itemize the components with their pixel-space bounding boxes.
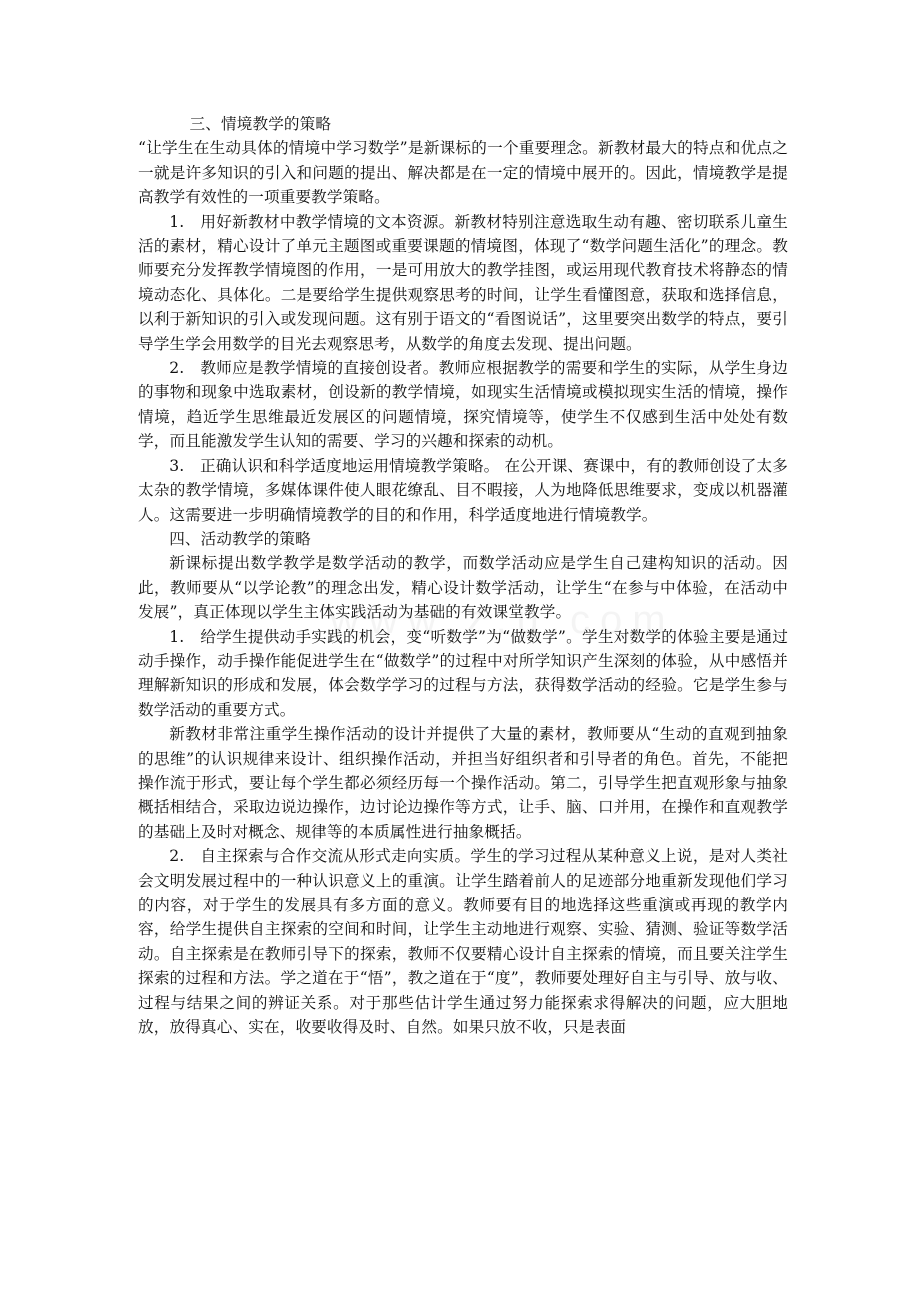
section3-item-2: 2. 教师应是教学情境的直接创设者。教师应根据教学的需要和学生的实际，从学生身边的事物和现象中选取素材，创设新的教学情境，如现实生活情境或模拟现实生活的情境，操作情境，趋近学生思维最近发展区的问题情境，探究情境等，使学生不仅感到生活中处处有数学，而且能激发学生认知的需要、学习的兴趣和探索的动机。 — [138, 359, 788, 451]
section4-intro-paragraph: 新课标提出数学教学是数学活动的教学，而数学活动应是学生自己建构知识的活动。因此，教师要从“以学论教”的理念出发，精心设计数学活动，让学生“在参与中体验，在活动中发展”，真正体现以学生主体实践活动为基础的有效课堂教学。 — [138, 554, 788, 622]
section4-item-1: 1. 给学生提供动手实践的机会，变“听数学”为“做数学”。学生对数学的体验主要是通过动手操作，动手操作能促进学生在“做数学”的过程中对所学知识产生深刻的体验，从中感悟并理解新知识的形成和发展，体会数学学习的过程与方法，获得数学活动的经验。它是学生参与数学活动的重要方式。 — [138, 627, 788, 719]
section3-item-1: 1. 用好新教材中教学情境的文本资源。新教材特别注意选取生动有趣、密切联系儿童生活的素材，精心设计了单元主题图或重要课题的情境图，体现了“数学问题生活化”的理念。教师要充分发挥教学情境图的作用，一是可用放大的教学挂图，或运用现代教育技术将静态的情境动态化、具体化。二是要给学生提供观察思考的时间，让学生看懂图意，获取和选择信息，以利于新知识的引入或发现问题。这有别于语文的“看图说话”，这里要突出数学的特点，要引导学生学会用数学的目光去观察思考，从数学的角度去发现、提出问题。 — [138, 212, 788, 353]
section4-item-2: 2. 自主探索与合作交流从形式走向实质。学生的学习过程从某种意义上说，是对人类社会文明发展过程中的一种认识意义上的重演。让学生踏着前人的足迹部分地重新发现他们学习的内容，对于学生的发展具有多方面的意义。教师要有目的地选择这些重演或再现的教学内容，给学生提供自主探索的空间和时间，让学生主动地进行观察、实验、猜测、验证等数学活动。自主探索是在教师引导下的探索，教师不仅要精心设计自主探索的情境，而且要关注学生探索的过程和方法。学之道在于“悟”，教之道在于“度”，教师要处理好自主与引导、放与收、过程与结果之间的辨证关系。对于那些估计学生通过努力能探索求得解决的问题，应大胆地放，放得真心、实在，收要收得及时、自然。如果只放不收，只是表面 — [138, 847, 788, 1037]
section4-item-1-continued: 新教材非常注重学生操作活动的设计并提供了大量的素材，教师要从“生动的直观到抽象的思维”的认识规律来设计、组织操作活动，并担当好组织者和引导者的角色。首先，不能把操作流于形式，要让每个学生都必须经历每一个操作活动。第二，引导学生把直观形象与抽象概括相结合，采取边说边操作，边讨论边操作等方式，让手、脑、口并用，在操作和直观教学的基础上及时对概念、规律等的本质属性进行抽象概括。 — [138, 725, 788, 841]
section-heading-3: 三、情境教学的策略 — [189, 115, 332, 133]
section3-item-3: 3. 正确认识和科学适度地运用情境教学策略。 在公开课、赛课中，有的教师创设了太多太杂的教学情境，多媒体课件使人眼花缭乱、目不暇接，人为地降低思维要求，变成以机器灌人。这需要进一步明确情境教学的目的和作用，科学适度地进行情境教学。 — [138, 456, 788, 524]
section-heading-4: 四、活动教学的策略 — [169, 529, 311, 548]
section3-intro-paragraph: “让学生在生动具体的情境中学习数学”是新课标的一个重要理念。新教材最大的特点和优点之一就是许多知识的引入和问题的提出、解决都是在一定的情境中展开的。因此，情境教学是提高教学有效性的一项重要教学策略。 — [138, 139, 788, 207]
document-body — [138, 112, 788, 1039]
